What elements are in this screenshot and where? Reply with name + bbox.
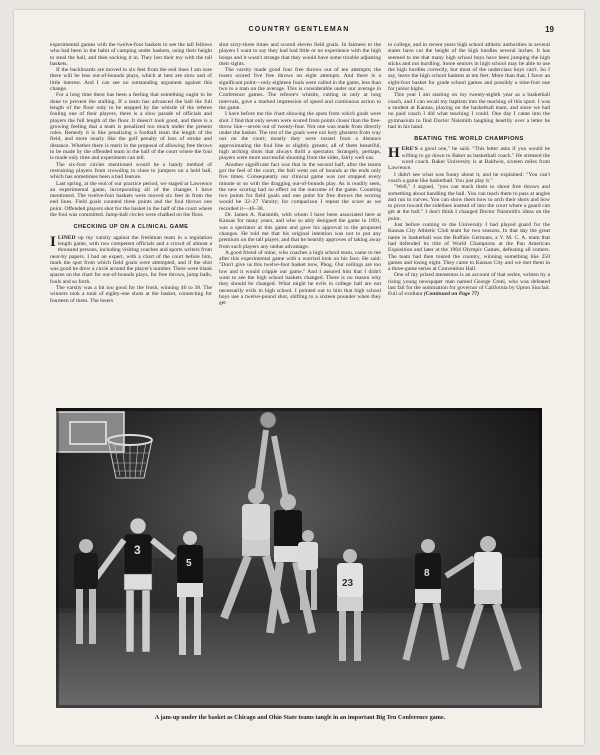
jersey-number: 8 bbox=[424, 568, 430, 579]
paragraph: "Well," I argued, "you can teach them to shoot free throws and something about handling the ball. You can teach them to pass at angles and run in curves. You can show them how to arch their shots and how to pivot toward the sidelines instead of into the court where a guard can get at the ball." I don't think I changed Doctor Naismith's ideas on the point. bbox=[388, 184, 550, 222]
drop-cap: H bbox=[388, 145, 400, 162]
photo-caption: A jam-up under the basket as Chicago and Ohio State teams tangle in an important Big Ten Conference game. bbox=[154, 714, 446, 721]
paragraph-text: One of my prized mementos is an account of that series, written by a rising young newspaper man named George Creel, who was defeated last fall for the nomination for governor of California by Upton Sinclair. Full of exultant bbox=[388, 272, 550, 298]
running-title: COUNTRY GENTLEMAN bbox=[248, 26, 350, 33]
paragraph: I didn't see what was funny about it, and he explained: "You can't coach a game like basketball. You just play it." bbox=[388, 171, 550, 184]
basketball-photo bbox=[56, 408, 542, 708]
section-subhead: BEATING THE WORLD CHAMPIONS bbox=[414, 136, 524, 143]
page-header bbox=[14, 26, 584, 40]
paragraph bbox=[388, 272, 550, 297]
paragraph: The varsity was a bit too good for the frosh, winning 46 to 38. The winners took a total of eighty-one shots at the basket, connecting for fourteen of them. The losers bbox=[50, 284, 212, 304]
text-column-1 bbox=[50, 42, 212, 304]
basketball bbox=[260, 412, 276, 428]
paragraph: I have before me the chart showing the spots from which goals were shot. I find that only seven were scored from points closer than the free-throw line—seven out of twenty-four. Not one was made from directly under the basket. The rest of the goals were not holy ghosters from way out on the court; mostly they were tossed from a distance approximating the foul line or slightly greater, all of them beautiful, high arching shots that always thrill a spectator. Strangely, perhaps, players were more successful shooting from the sides, fairly well out. bbox=[219, 111, 381, 162]
photo-illustration bbox=[56, 408, 542, 708]
paragraph: Just before coming to the University I had played guard for the Kansas City Athletic Club team for two seasons. In that day the great name in basketball was the Buffalo Germans, a Y. M. C. A. team that had defended its title of World Champions at the Pan American Exposition and later at the 1904 Olympic Games, defeating all comers. The team had then toured the country, winning something like 250 games and losing eight. They came to Kansas City and we met them in a three-game series at Convention Hall. bbox=[388, 222, 550, 273]
text-column-3 bbox=[388, 42, 550, 298]
continued-notice: (Continued on Page 77) bbox=[423, 291, 480, 298]
paragraph: Another significant fact was that in the second half, after the teams got the feel of the court, the ball went out of bounds at the ends only five times. Consequently our clinical game was not stopped every minute or so with the dragging out-of-bounds play. As is readily seen, the new scoring had no effect on the outcome of the game. Counting two points for field goals and one point for free throws the scoring would be 32–27 Varsity; for comparison I repeat the score as we recorded it—46–38. bbox=[219, 161, 381, 212]
paragraph-text: a good one," he said. "This letter asks if you would be willing to go down to Baker as basketball coach." He stressed the word coach. Baker University is at Baldwin, sixteen miles from Lawrence. bbox=[388, 146, 550, 172]
paragraph: A good friend of mine, who coaches a high school team, came to me after this experimental game with a worried look on his face. He said: "Don't give us this twelve-foot basket now, Phog. Our ceilings are too low and it would cripple our game." And I assured him that I didn't want to see the high school baskets changed. There is no reason why they should be changed. What might be evils in college ball are not necessarily evils in high school. I pointed out to him that high school boys use a twelve-pound shot, shifting to a sixteen pounder when they get bbox=[219, 249, 381, 307]
paragraph: If the backboards are moved in six feet from the end lines I am sure there will be less out-of-bounds plays, which at best are slow and of little interest. And I can see no outstanding argument against this change. bbox=[50, 67, 212, 93]
page-number: 19 bbox=[545, 25, 554, 34]
section-subhead: CHECKING UP ON A CLINICAL GAME bbox=[73, 224, 189, 231]
paragraph: shot sixty-three times and scored eleven field goals. In fairness to the players I want to say they had had little or no experience with the high hoops and it wasn't strange that they would have some trouble adjusting their sights. bbox=[219, 42, 381, 67]
paragraph: For a long time there has been a feeling that something ought to be done to prevent the stalling. If a team has advanced the ball the full length of the floor only to be stopped by the whistle of the referee fouling one of their players, there is a slow parade of officials and players the full length of the floor. It doesn't look good, and there is a growing feeling that a team is penalized too much under the present rules. Remedy it is like penalizing a football team the length of the field, and more nearly like the golf penalty of loss of stroke and distance. Whether there is merit in the proposal of allowing free throws to be made by the offended team in the half of the court where the foul is made only time and experiment can tell. bbox=[50, 92, 212, 162]
paragraph: The six-foot circles mentioned would be a handy method of restraining players from crowding in close to jumpers on a held ball, which has sometimes been a bad feature. bbox=[50, 161, 212, 181]
text-column-2 bbox=[219, 42, 381, 306]
jersey-number: 5 bbox=[186, 558, 192, 569]
paragraph: to college, and in recent years high school athletic authorities in several states have cut the height of the high hurdles several inches. It has seemed to me that many high school boys have been jumping the high sticks and not hurdling. Some seniors in high school may be able to use the high hurdles correctly, but most of the underclass boys can't. So I say, leave the high school baskets at ten feet. More than that, I favor an eight-foot basket for grade school games and possibly a nine-foot one for junior highs. bbox=[388, 42, 550, 93]
drop-cap: I bbox=[50, 233, 56, 250]
paragraph bbox=[388, 146, 550, 171]
lead-in-word: ERE'S bbox=[401, 146, 418, 153]
jersey-number: 3 bbox=[134, 543, 141, 557]
paragraph: Last spring, at the end of our practice period, we staged at Lawrence an experimental game, incorporating all of the changes I have mentioned. The twelve-foot baskets were moved six feet in from the end lines. Field goals counted three points and the foul throws one point. Offended players shot for the basket in the half of the court where the foul was committed. Jump-ball circles were chalked on the floor. bbox=[50, 180, 212, 219]
lead-in-word: LINED bbox=[57, 234, 76, 241]
magazine-page bbox=[14, 10, 584, 745]
paragraph: Dr. James A. Naismith, with whom I have been associated here at Kansas for many years, and who so ably designed the game in 1891, was a spectator at this game and gave his approval to the proposed changes. He told me that his original intention was not to put any premium on the tall player, and that he heartily approves of taking away from such players any undue advantage. bbox=[219, 212, 381, 250]
paragraph: This year I am starting on my twenty-eighth year as a basketball coach, and I can recall my baptism into the teaching of this sport. I was a student at Kansas, playing on the basketball team, and since we had no paid coach I did what teaching I could. One day I came into the gymnasium to find Doctor Naismith laughing heartily over a letter he had in his hand. bbox=[388, 92, 550, 130]
paragraph bbox=[50, 235, 212, 285]
jersey-number: 23 bbox=[342, 578, 354, 589]
paragraph-text: up my varsity against the freshman team in a regulation length game, with two competent officials and a crowd of almost a thousand persons, including visiting coaches and sports writers from near-by papers. I had an expert, with a chart of the court before him, mark the spot from which field goals were attempted, and if the shot was good he drew a circle around the player's number. There were blank spaces on the chart for out-of-bounds plays, for free throws, jump balls, fouls and so forth. bbox=[50, 234, 212, 285]
paragraph: The varsity made good four free throws out of ten attempts; the losers scored five free throws on eight attempts. And there is a significant point—only eighteen fouls were called in the game, less than two to a man on the average. This is considerable under our average in Conference games. The referee's whistle, cutting in only at long intervals, gave a marked impression of speed and continuous action to the game. bbox=[219, 67, 381, 111]
paragraph: experimental games with the twelve-foot baskets to see the tall fellows who had been in the habit of camping under baskets, using their height to steal the ball, and then socking it in. They lost their toy with the tall baskets. bbox=[50, 42, 212, 67]
